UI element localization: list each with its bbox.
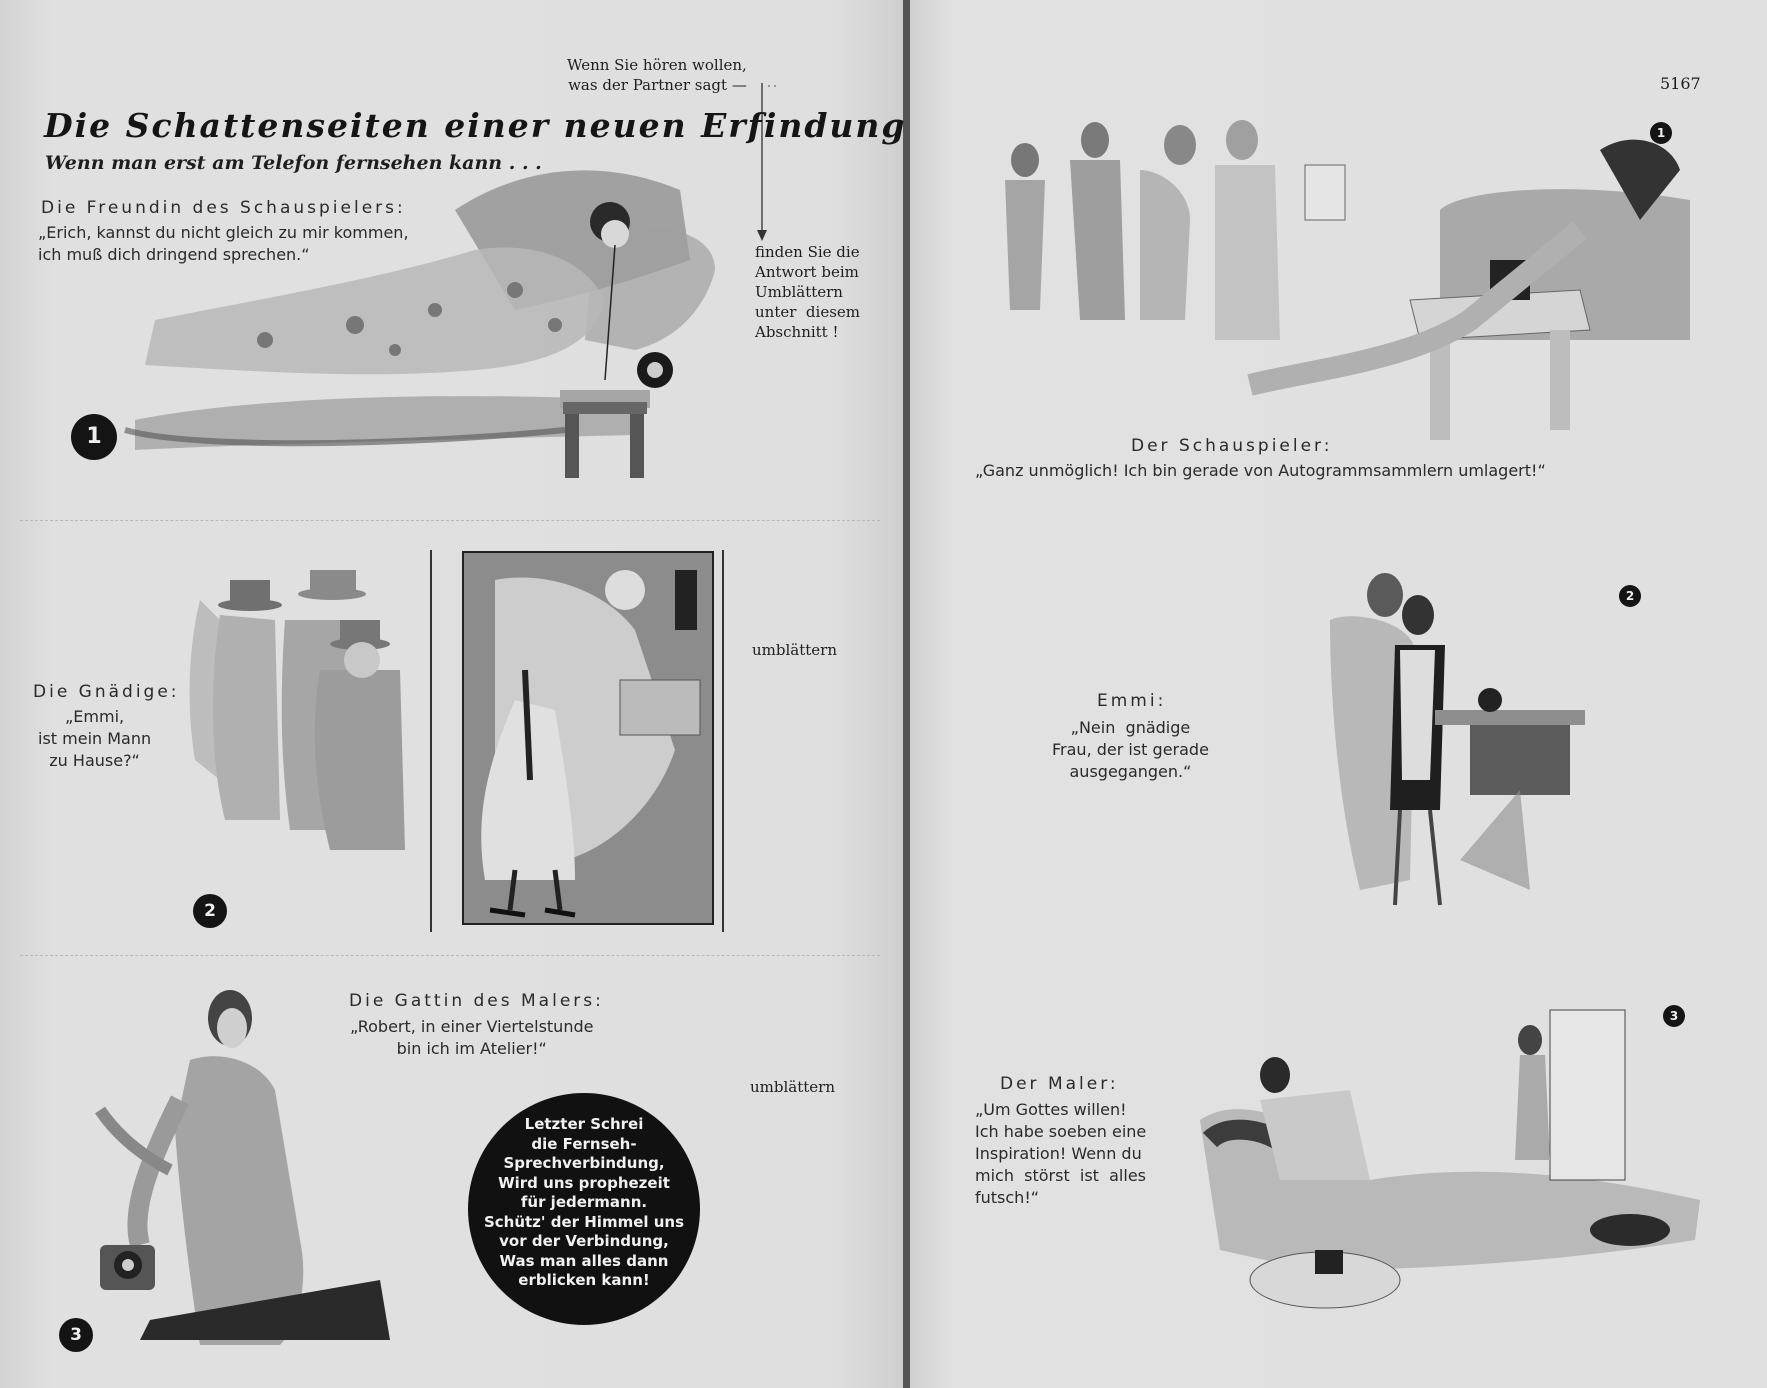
arrow-down-icon <box>740 78 770 248</box>
cut-line-1 <box>20 520 880 521</box>
panel-1-speaker: Die Freundin des Schauspielers: <box>41 198 406 218</box>
panel-3-number-badge: 3 <box>59 1318 93 1352</box>
woman-in-phone-booth-illustration <box>455 550 715 930</box>
actor-with-autograph-seekers-illustration <box>990 110 1710 450</box>
panel-3-right-quote: „Um Gottes willen! Ich habe soeben eine Inspiration! Wenn du mich störst ist alles futsch!“ <box>975 1100 1147 1207</box>
panel-2-number-badge: 2 <box>193 894 227 928</box>
poem-circle <box>468 1093 700 1325</box>
maid-and-man-at-phone-illustration <box>1290 560 1610 940</box>
panel-1-right-number-badge: 1 <box>1650 122 1672 144</box>
page-number: 5167 <box>1660 74 1701 93</box>
panel-1-quote: „Erich, kannst du nicht gleich zu mir kommen, ich muß dich dringend sprechen.“ <box>38 223 409 264</box>
panel-3-umblaettern: umblättern <box>750 1078 835 1096</box>
woman-on-phone-illustration <box>60 980 390 1355</box>
panel-3-quote: „Robert, in einer Viertelstunde bin ich im Atelier!“ <box>350 1017 594 1058</box>
panel-2-speaker: Die Gnädige: <box>33 682 180 702</box>
header-note: Wenn Sie hören wollen, was der Partner sagt — <box>567 56 747 94</box>
side-note: finden Sie die Antwort beim Umblättern unter diesem Abschnitt ! <box>755 243 861 341</box>
poem-text: Letzter Schrei die Fernseh- Sprechverbindung, Wird uns prophezeit für jedermann. Schütz' der Himmel uns vor der Verbindung, Was man alles dann erblicken kann! <box>483 1115 685 1289</box>
panel-2-right-number-badge: 2 <box>1619 585 1641 607</box>
panel-1-right-quote: „Ganz unmöglich! Ich bin gerade von Autogrammsammlern umlagert!“ <box>975 461 1546 480</box>
panel-1-number-badge: 1 <box>71 414 117 460</box>
panel-3-right-speaker: Der Maler: <box>1000 1074 1119 1094</box>
cut-line-2 <box>20 955 880 956</box>
book-spine <box>903 0 910 1388</box>
article-subtitle: Wenn man erst am Telefon fernsehen kann . . . <box>45 152 542 174</box>
three-men-illustration <box>180 560 440 860</box>
panel-2-right-speaker: Emmi: <box>1097 691 1167 711</box>
panel-2-umblaettern: umblättern <box>752 641 837 659</box>
article-title: Die Schattenseiten einer neuen Erfindung <box>44 106 907 145</box>
panel-3-speaker: Die Gattin des Malers: <box>349 991 604 1011</box>
panel-1-right-speaker: Der Schauspieler: <box>1131 436 1333 456</box>
reclining-woman-illustration <box>115 150 725 490</box>
panel-2-quote: „Emmi, ist mein Mann zu Hause?“ <box>38 707 152 770</box>
panel-3-right-number-badge: 3 <box>1663 1005 1685 1027</box>
panel-2-right-quote: „Nein gnädige Frau, der ist gerade ausgegangen.“ <box>1052 718 1209 781</box>
painter-on-sofa-illustration <box>1190 990 1710 1360</box>
